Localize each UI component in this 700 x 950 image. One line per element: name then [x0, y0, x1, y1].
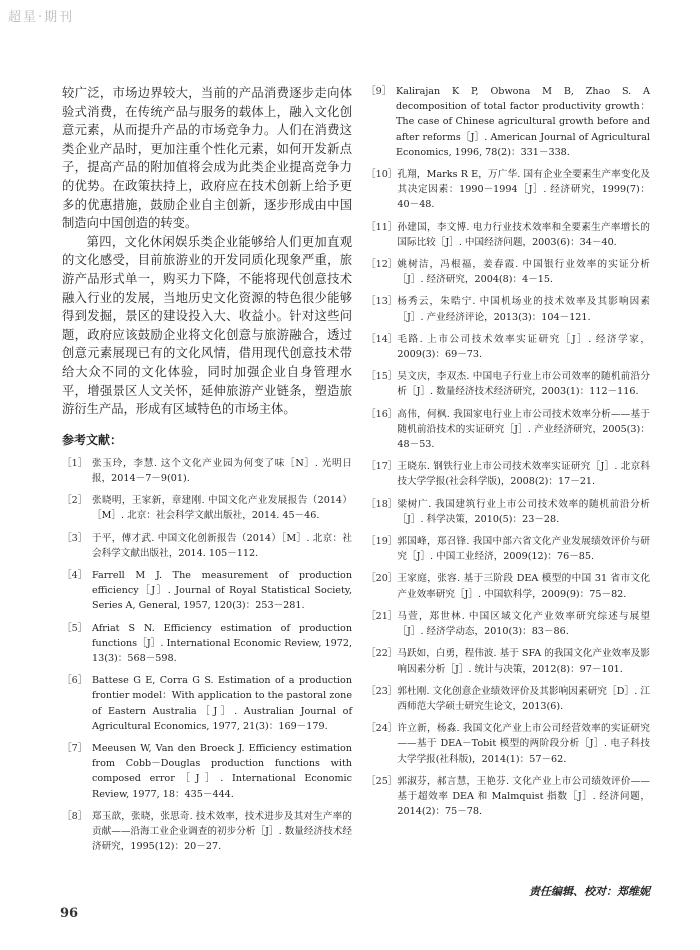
reference-text: 姚树洁，冯根福，姜春霞. 中国银行业效率的实证分析［J］. 经济研究，2004(8)：4－15. [397, 259, 650, 286]
reference-number: ［15］ [366, 371, 398, 383]
reference-number: ［19］ [366, 536, 398, 548]
reference-list-left [62, 456, 352, 855]
reference-number: ［1］ [62, 457, 88, 469]
reference-item [62, 809, 352, 855]
reference-item [62, 493, 352, 523]
reference-number: ［14］ [366, 333, 398, 345]
reference-item [366, 684, 650, 714]
reference-number: ［10］ [366, 169, 398, 181]
reference-text: 高伟，何枫. 我国家电行业上市公司技术效率分析——基于随机前沿技术的实证研究［J］. 产业经济研究，2005(3)：48－53. [397, 408, 650, 451]
reference-item [366, 84, 650, 160]
reference-number: ［25］ [366, 775, 398, 787]
reference-text: 吴文庆，李双杰. 中国电子行业上市公司效率的随机前沿分析［J］. 数量经济技术经济研究，2003(1)：112－116. [397, 371, 650, 398]
reference-text: 杨秀云，朱晧宁. 中国机场业的技术效率及其影响因素［J］. 产业经济评论，2013(3)：104－121. [397, 296, 650, 323]
reference-text: 王晓东. 钢铁行业上市公司技术效率实证研究［J］. 北京科技大学学报(社会科学版)，2008(2)：17－21. [397, 461, 650, 488]
reference-text: Afriat S N. Efficiency estimation of production functions［J］. International Economic Review, 1972, 13(3)：568－598. [92, 622, 352, 664]
reference-text: 郭淑芬，郝言慧，王艳芬. 文化产业上市公司绩效评价——基于超效率 DEA 和 Malmquist 指数［J］. 经济问题，2014(2)：75－78. [397, 775, 650, 818]
reference-item [366, 774, 650, 820]
reference-item [62, 741, 352, 802]
reference-item [62, 673, 352, 734]
reference-text: Battese G E, Corra G S. Estimation of a production frontier model：With application to the pastoral zone of Eastern Australia［J］. Australian Journal of Agricultural Economics, 1977, 21(3)：169－179. [92, 675, 352, 732]
reference-number: ［11］ [366, 221, 398, 233]
reference-number: ［17］ [366, 461, 398, 473]
reference-number: ［13］ [366, 296, 398, 308]
reference-item [62, 621, 352, 667]
reference-text: 张玉玲，李慧. 这个文化产业园为何变了味［N］. 光明日报，2014－7－9(01). [92, 457, 352, 484]
page-number: 96 [60, 906, 79, 921]
reference-number: ［16］ [366, 408, 398, 420]
reference-item [366, 721, 650, 767]
reference-item [366, 646, 650, 676]
reference-number: ［24］ [366, 723, 398, 735]
journal-header: 超星·期刊 [8, 10, 75, 25]
reference-text: Meeusen W, Van den Broeck J. Efficiency estimation from Cobb－Douglas production functions with composed error［J］. International Economic Review, 1977, 18：435－444. [92, 742, 352, 800]
reference-item [366, 220, 650, 250]
reference-number: ［2］ [62, 495, 88, 507]
reference-item [366, 609, 650, 639]
reference-item [366, 257, 650, 287]
reference-text: 郭国峰，郑召锋. 我国中部六省文化产业发展绩效评价与研究［J］. 中国工业经济，2009(12)：76－85. [397, 536, 650, 563]
reference-number: ［21］ [366, 610, 398, 622]
reference-number: ［9］ [366, 86, 392, 97]
reference-item [366, 167, 650, 213]
reference-item [62, 531, 352, 561]
reference-number: ［7］ [62, 742, 88, 754]
reference-text: 孙建国，李文博. 电力行业技术效率和全要素生产率增长的国际比较［J］. 中国经济问题，2003(6)：34－40. [397, 221, 650, 248]
reference-number: ［22］ [366, 648, 398, 660]
left-column [62, 84, 352, 861]
reference-text: 张晓明，王家新，章建刚. 中国文化产业发展报告（2014）［M］. 北京：社会科学文献出版社，2014. 45－46. [92, 495, 352, 522]
body-paragraph: 较广泛，市场边界较大，当前的产品消费逐步走向体验式消费，在传统产品与服务的载体上，融入文化创意元素，从而提升产品的市场竞争力。人们在消费这类企业产品时，更加注重个性化元素，如何开发新点子，提高产品的附加值将会成为此类企业提高竞争力的优势。在政策扶持上，政府应在技术创新上给予更多的优惠措施，鼓励企业自主创新，逐步形成由中国制造向中国创造的转变。 [62, 86, 352, 231]
reference-text: 孔翔，Marks R E，万广华. 国有企业全要素生产率变化及其决定因素：1990－1994［J］. 经济研究，1999(7)：40－48. [397, 169, 650, 211]
references-heading: 参考文献： [62, 432, 123, 447]
reference-item [366, 459, 650, 489]
reference-number: ［8］ [62, 810, 88, 822]
reference-text: 于平，傅才武. 中国文化创新报告（2014）［M］. 北京：社会科学文献出版社，2014. 105－112. [92, 532, 352, 559]
reference-item [62, 568, 352, 614]
reference-text: 郭杜刚. 文化创意企业绩效评价及其影响因素研究［D］. 江西师范大学硕士研究生论文，2013(6). [397, 685, 650, 712]
reference-item [366, 369, 650, 399]
reference-item [366, 407, 650, 453]
reference-item [366, 294, 650, 324]
reference-item [366, 534, 650, 564]
reference-number: ［12］ [366, 259, 398, 271]
reference-text: Farrell M J. The measurement of production efficiency［J］. Journal of Royal Statistical Society, Series A, General, 1957, 120(3)：253－281. [92, 569, 352, 612]
reference-number: ［18］ [366, 498, 398, 510]
reference-number: ［5］ [62, 622, 88, 634]
reference-number: ［3］ [62, 532, 88, 544]
reference-text: 王家庭，张容. 基于三阶段 DEA 模型的中国 31 省市文化产业效率研究［J］. 中国软科学，2009(9)：75－82. [397, 573, 650, 600]
reference-number: ［4］ [62, 569, 88, 581]
body-paragraph: 第四，文化休闲娱乐类企业能够给人们更加直观的文化感受，目前旅游业的开发同质化现象严重，旅游产品形式单一，购买力下降，不能将现代创意技术融入行业的发展，当地历史文化资源的特色很少能够得到发掘，景区的建设投入大、收益小。针对这些问题，政府应该鼓励企业将文化创意与旅游融合，透过创意元素展现已有的文化风情，借用现代创意技术带给大众不同的文化体验，同时加强企业自身管理水平，增强景区人文关怀，延伸旅游产业链条，塑造旅游衍生产品，形成有区域特色的市场主体。 [62, 234, 352, 417]
reference-item [62, 456, 352, 486]
right-column [366, 84, 650, 826]
reference-number: ［23］ [366, 685, 398, 697]
reference-text: 许立新，杨淼. 我国文化产业上市公司经营效率的实证研究——基于 DEA－Tobit 模型的两阶段分析［J］. 电子科技大学学报(社科版)，2014(1)：57－62. [397, 723, 650, 765]
reference-text: 梁树广. 我国建筑行业上市公司技术效率的随机前沿分析［J］. 科学决策，2010(5)：23－28. [397, 498, 650, 525]
reference-list-right [366, 84, 650, 819]
reference-number: ［20］ [366, 573, 398, 585]
reference-item [366, 497, 650, 527]
reference-item [366, 332, 650, 362]
editor-credit: 责任编辑、校对：郑维妮 [529, 885, 650, 898]
reference-text: Kalirajan K P, Obwona M B, Zhao S. A decomposition of total factor productivity growth：The case of Chinese agricultural growth before and after reforms［J］. American Journal of Agricultural Economics, 1996, 78(2)：331－338. [396, 86, 650, 158]
reference-text: 郑玉歆，张晓，张思奇. 技术效率，技术进步及其对生产率的贡献——沿海工业企业调查的初步分析［J］. 数量经济技术经济研究，1995(12)：20－27. [92, 810, 352, 853]
reference-text: 毛路. 上市公司技术效率实证研究［J］. 经济学家，2009(3)：69－73. [397, 333, 650, 361]
reference-number: ［6］ [62, 675, 88, 687]
reference-text: 马萱，郑世林. 中国区域文化产业效率研究综述与展望［J］. 经济学动态，2010(3)：83－86. [397, 610, 650, 638]
reference-item [366, 571, 650, 601]
reference-text: 马跃如，白勇，程伟波. 基于 SFA 的我国文化产业效率及影响因素分析［J］. 统计与决策，2012(8)：97－101. [397, 648, 650, 675]
